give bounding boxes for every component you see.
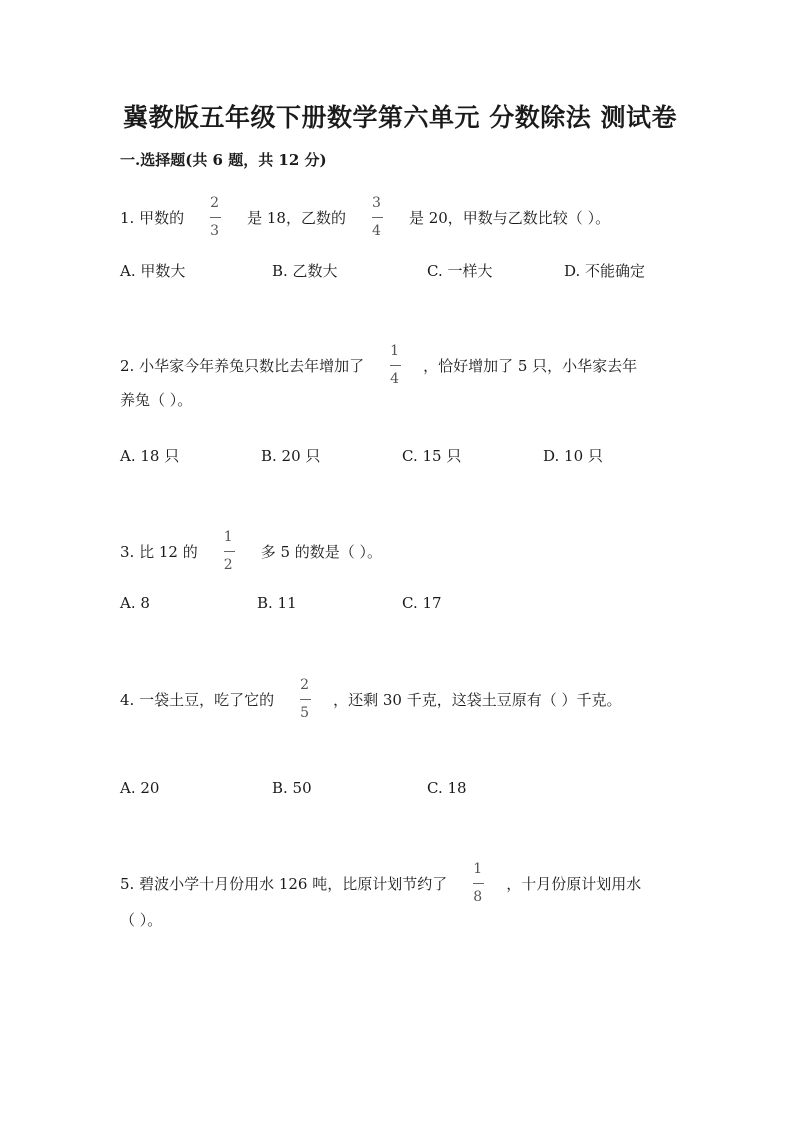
question-1	[120, 196, 610, 238]
q1-fraction-2-denominator: 4	[371, 223, 381, 239]
q1-fraction-1-numerator: 2	[210, 195, 220, 211]
q4-fraction-1	[300, 678, 311, 720]
q3-fraction-1-numerator: 1	[223, 529, 233, 545]
q3-option-a[interactable]: A. 8	[120, 594, 150, 612]
q3-fraction-1-denominator: 2	[223, 557, 233, 573]
q1-fraction-2	[372, 196, 383, 238]
q2-option-b[interactable]: B. 20 只	[261, 447, 321, 465]
q2-text-1: 2. 小华家今年养兔只数比去年增加了	[120, 356, 365, 375]
page-title: 冀教版五年级下册数学第六单元 分数除法 测试卷	[123, 103, 677, 132]
q2-text-2: ，恰好增加了 5 只，小华家去年	[423, 356, 638, 375]
q4-option-c[interactable]: C. 18	[427, 779, 467, 797]
q1-text-3: 是 20，甲数与乙数比较（ ）。	[408, 208, 611, 227]
q2-fraction-1	[390, 344, 401, 386]
q4-text-2: ，还剩 30 千克，这袋土豆原有（ ）千克。	[333, 690, 622, 709]
q3-fraction-1	[224, 530, 235, 572]
q2-option-d[interactable]: D. 10 只	[543, 447, 603, 465]
question-3	[120, 530, 382, 572]
question-4	[120, 678, 622, 720]
q2-fraction-1-numerator: 1	[390, 343, 400, 359]
q1-option-b[interactable]: B. 乙数大	[272, 262, 338, 280]
q5-fraction-1-numerator: 1	[473, 861, 483, 877]
q3-text-2: 多 5 的数是（ ）。	[260, 542, 383, 561]
q1-text-1: 1. 甲数的	[120, 208, 185, 227]
q5-text-1: 5. 碧波小学十月份用水 126 吨，比原计划节约了	[120, 874, 448, 893]
q1-fraction-1-denominator: 3	[210, 223, 220, 239]
q3-option-c[interactable]: C. 17	[402, 594, 442, 612]
question-2	[120, 344, 637, 386]
q2-option-a[interactable]: A. 18 只	[120, 447, 180, 465]
q1-option-d[interactable]: D. 不能确定	[564, 262, 646, 280]
q5-text-line-2: （ ）。	[120, 911, 163, 929]
q3-option-b[interactable]: B. 11	[257, 594, 297, 612]
q5-text-2: ，十月份原计划用水	[506, 874, 642, 893]
q2-fraction-1-denominator: 4	[390, 371, 400, 387]
q1-fraction-2-numerator: 3	[371, 195, 381, 211]
q4-option-a[interactable]: A. 20	[120, 779, 160, 797]
q2-option-c[interactable]: C. 15 只	[402, 447, 462, 465]
q1-option-c[interactable]: C. 一样大	[427, 262, 493, 280]
q5-fraction-1	[473, 862, 484, 904]
q2-text-line-2: 养兔（ ）。	[120, 391, 193, 409]
q5-fraction-1-denominator: 8	[473, 889, 483, 905]
q1-fraction-1	[210, 196, 221, 238]
q4-text-1: 4. 一袋土豆，吃了它的	[120, 690, 275, 709]
q4-option-b[interactable]: B. 50	[272, 779, 312, 797]
question-5	[120, 862, 641, 904]
q1-text-2: 是 18，乙数的	[247, 208, 346, 227]
q4-fraction-1-denominator: 5	[300, 705, 310, 721]
section-heading: 一.选择题(共 6 题，共 12 分)	[120, 151, 327, 169]
q1-option-a[interactable]: A. 甲数大	[120, 262, 186, 280]
q3-text-1: 3. 比 12 的	[120, 542, 198, 561]
q4-fraction-1-numerator: 2	[300, 677, 310, 693]
